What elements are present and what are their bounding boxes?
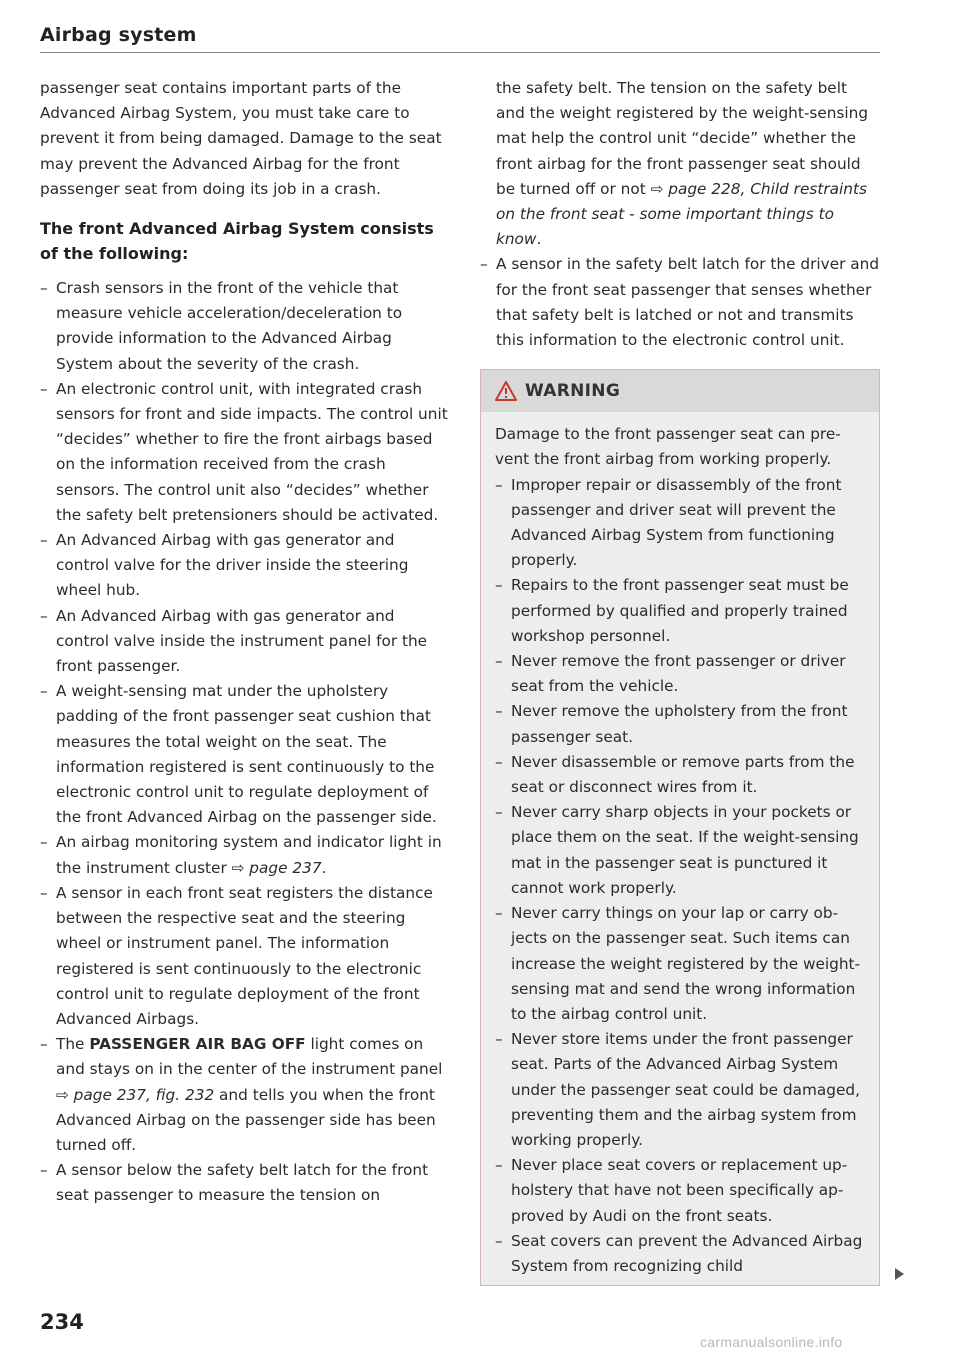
page-reference-link[interactable]: ⇨ page 237, fig. 232 bbox=[56, 1085, 215, 1104]
list-item: – Never store items under the front passenger seat. Parts of the Advanced Airbag System under the passenger seat could be damaged, preventing them and the airbag system from working properly. bbox=[495, 1027, 867, 1153]
warning-intro: Damage to the front passenger seat can prevent the front airbag from working properly. bbox=[495, 425, 841, 469]
page-reference-link[interactable]: ⇨ page 237 bbox=[231, 858, 322, 877]
continuation-paragraph bbox=[480, 76, 880, 252]
list-item: – An electronic control unit, with integrated crash sensors for front and side impacts. The control unit “decides” whether to fire the front airbags based on the information received from the crash sensors. The control unit also “decides” whether the safety belt pretensioners should be activated. bbox=[40, 377, 450, 528]
warning-header bbox=[481, 370, 879, 412]
page-reference-link[interactable]: ⇨ page 228, Child restraints on the front seat - some important things to know bbox=[496, 179, 867, 249]
list-item: – Never place seat covers or replacement upholstery that have not been specifically approved by Audi on the front seats. bbox=[495, 1153, 867, 1229]
list-item: – Crash sensors in the front of the vehicle that measure vehicle acceleration/deceleration to provide information to the Advanced Airbag System about the severity of the crash. bbox=[40, 276, 450, 377]
header-divider bbox=[40, 52, 880, 53]
list-item: – Never remove the upholstery from the front passenger seat. bbox=[495, 699, 867, 749]
warning-body bbox=[481, 412, 879, 1285]
list-item bbox=[40, 830, 450, 880]
list-item: – An Advanced Airbag with gas generator and control valve for the driver inside the steering wheel hub. bbox=[40, 528, 450, 604]
list-item: – Repairs to the front passenger seat must be performed by qualified and properly trained workshop personnel. bbox=[495, 573, 867, 649]
list-item-text: . bbox=[321, 858, 327, 877]
list-item: – Improper repair or disassembly of the front passenger and driver seat will prevent the Advanced Airbag System from functioning properly. bbox=[495, 473, 867, 574]
list-item: – Never disassemble or remove parts from the seat or disconnect wires from it. bbox=[495, 750, 867, 800]
list-item bbox=[40, 1032, 450, 1158]
warning-box bbox=[480, 369, 880, 1286]
list-item: – A weight-sensing mat under the upholstery padding of the front passenger seat cushion that measures the total weight on the seat. The information registered is sent continuously to the electronic control unit to regulate deployment of the front Advanced Airbag on the passenger side. bbox=[40, 679, 450, 830]
page-number: 234 bbox=[40, 1310, 84, 1334]
list-item: – Never remove the front passenger or driver seat from the vehicle. bbox=[495, 649, 867, 699]
list-item: – Never carry things on your lap or carry objects on the passenger seat. Such items can increase the weight registered by the weight-sensing mat and send the wrong information to the airbag control unit. bbox=[495, 901, 867, 1027]
section-title: Airbag system bbox=[40, 24, 197, 46]
sensor-list bbox=[480, 252, 880, 353]
list-item: – An Advanced Airbag with gas generator and control valve inside the instrument panel for the front passenger. bbox=[40, 604, 450, 680]
intro-paragraph: passenger seat contains important parts of the Advanced Airbag System, you must take care to prevent it from being damaged. Damage to the seat may prevent the Advanced Airbag for the front passenger seat from doing its job in a crash. bbox=[40, 79, 442, 198]
warning-triangle-icon bbox=[495, 381, 517, 401]
warning-title: WARNING bbox=[525, 380, 621, 401]
continue-arrow-icon bbox=[895, 1268, 904, 1280]
components-list bbox=[40, 276, 450, 1209]
components-heading: The front Advanced Airbag System consists of the following: bbox=[40, 219, 434, 264]
list-item: – A sensor in the safety belt latch for the driver and for the front seat passenger that senses whether that safety belt is latched or not and transmits this information to the electronic control unit. bbox=[480, 252, 880, 353]
warning-list bbox=[495, 473, 867, 1280]
watermark: carmanualsonline.info bbox=[700, 1334, 843, 1350]
list-item: – Seat covers can prevent the Advanced Airbag System from recognizing child bbox=[495, 1229, 867, 1279]
left-column bbox=[40, 76, 450, 1209]
list-item-text: and tells you when the front Advanced Airbag on the passenger side has been turned off. bbox=[56, 1085, 436, 1154]
right-column bbox=[480, 76, 880, 1286]
continuation-text: . bbox=[536, 230, 542, 249]
list-item-text: The bbox=[56, 1035, 90, 1054]
list-item-text: light comes on and stays on in the center of the instrument panel bbox=[56, 1035, 443, 1079]
indicator-label: PASSENGER AIR BAG OFF bbox=[89, 1035, 306, 1054]
list-item: – A sensor below the safety belt latch for the front seat passenger to measure the tension on bbox=[40, 1158, 450, 1208]
list-item: – Never carry sharp objects in your pockets or place them on the seat. If the weight-sensing mat in the passenger seat is punctured it cannot work properly. bbox=[495, 800, 867, 901]
continuation-text: the safety belt. The tension on the safety belt and the weight registered by the weight-sensing mat help the control unit “decide” whether the front airbag for the front passenger seat should be turned off or not bbox=[496, 79, 869, 198]
list-item-text: An airbag monitoring system and indicator light in the instrument cluster bbox=[56, 833, 442, 877]
list-item: – A sensor in each front seat registers the distance between the respective seat and the steering wheel or instrument panel. The information registered is sent continuously to the electronic control unit to regulate deployment of the front Advanced Airbags. bbox=[40, 881, 450, 1032]
